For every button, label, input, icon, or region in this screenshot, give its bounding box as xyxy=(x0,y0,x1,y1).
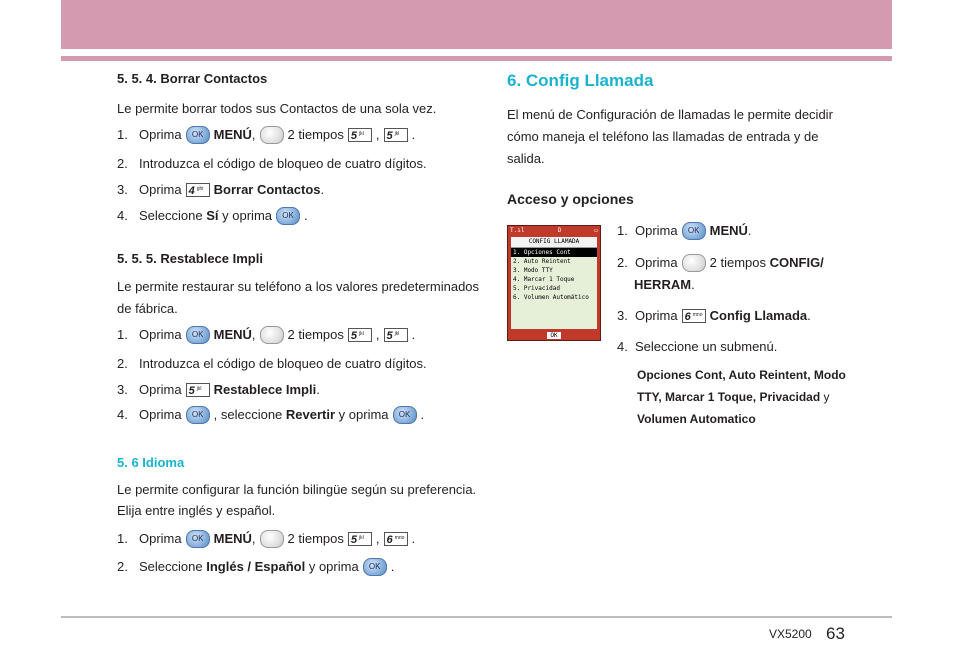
step-3 xyxy=(117,381,320,399)
section-title: 5. 5. 4. Borrar Contactos xyxy=(117,71,268,86)
step-bold: Borrar Contactos xyxy=(213,182,321,197)
subsection-title: Acceso y opciones xyxy=(507,191,634,207)
step-1 xyxy=(117,530,415,548)
key-5-icon: 5 jkl xyxy=(384,328,408,342)
step-text: y oprima xyxy=(222,208,273,223)
step-text: Oprima xyxy=(139,382,182,397)
step-2 xyxy=(117,355,427,373)
step-sep: , xyxy=(375,127,380,142)
section-title: 6. Config Llamada xyxy=(507,71,654,90)
step-text: Seleccione xyxy=(139,559,203,574)
section-desc-line: Le permite configurar la función bilingüe según su preferencia. xyxy=(117,482,477,497)
footer-rule xyxy=(61,616,892,618)
key-5-icon: 5 jkl xyxy=(384,128,408,142)
section-desc-line: salida. xyxy=(507,151,545,166)
step-bold: Revertir xyxy=(285,407,336,422)
phone-display xyxy=(511,237,597,329)
step-2 xyxy=(117,558,394,576)
step-sep: , xyxy=(251,327,256,342)
phone-menu-item: 2. Auto Reintent xyxy=(513,258,571,265)
key-5-icon: 5 jkl xyxy=(348,328,372,342)
phone-status-bar: T.ıl D ▭ xyxy=(510,227,598,234)
step-4 xyxy=(117,406,424,424)
page-number: 63 xyxy=(826,624,845,643)
section-title: 5. 5. 5. Restablece Impli xyxy=(117,251,263,266)
step-number: 1. xyxy=(617,223,628,238)
step-sep: , xyxy=(375,531,380,546)
step-number: 1. xyxy=(117,327,128,342)
step-bold: Inglés / Español xyxy=(206,559,306,574)
step-bold: Restablece Impli xyxy=(213,382,317,397)
phone-menu-title: CONFIG LLAMADA xyxy=(511,237,597,248)
step-2-continued xyxy=(634,276,695,294)
step-number: 4. xyxy=(117,407,128,422)
step-3 xyxy=(117,181,324,199)
ok-key-icon: OK xyxy=(186,530,210,548)
ok-key-icon: OK xyxy=(186,326,210,344)
section-desc-line: de fábrica. xyxy=(117,301,178,316)
section-desc: Le permite borrar todos sus Contactos de una sola vez. xyxy=(117,101,437,116)
step-text: 2 tiempos xyxy=(709,255,766,270)
step-end: . xyxy=(420,407,425,422)
step-end: . xyxy=(304,208,308,223)
step-2 xyxy=(617,254,824,272)
step-end: . xyxy=(320,182,325,197)
header-rule xyxy=(61,56,892,61)
step-sep: , xyxy=(251,531,256,546)
step-text: Oprima xyxy=(635,223,678,238)
ok-key-icon: OK xyxy=(186,126,210,144)
step-text: Seleccione xyxy=(139,208,203,223)
step-bold: MENÚ xyxy=(213,327,252,342)
step-number: 1. xyxy=(117,127,128,142)
step-end: . xyxy=(411,127,416,142)
ok-key-icon: OK xyxy=(276,207,300,225)
nav-key-icon xyxy=(260,530,284,548)
phone-menu-item: 6. Volumen Automático xyxy=(513,294,589,301)
step-1 xyxy=(117,326,415,344)
step-number: 1. xyxy=(117,531,128,546)
key-4-icon: 4 ghi xyxy=(186,183,210,197)
step-3 xyxy=(617,307,811,325)
step-number: 4. xyxy=(617,339,628,354)
ok-key-icon: OK xyxy=(363,558,387,576)
step-bold: MENÚ xyxy=(709,223,748,238)
submenu-options-line: Opciones Cont, Auto Reintent, Modo xyxy=(637,368,846,382)
ok-key-icon: OK xyxy=(682,222,706,240)
step-bold: Sí xyxy=(206,208,219,223)
section-desc-line: Le permite restaurar su teléfono a los valores predeterminados xyxy=(117,279,480,294)
step-text: Oprima xyxy=(139,531,182,546)
step-text: Seleccione un submenú. xyxy=(635,339,778,354)
step-end: . xyxy=(807,308,811,323)
step-text: 2 tiempos xyxy=(287,531,344,546)
step-number: 4. xyxy=(117,208,128,223)
phone-softkey: OK xyxy=(508,332,600,339)
step-text: Oprima xyxy=(139,182,182,197)
step-1 xyxy=(617,222,752,240)
key-6-icon: 6 mno xyxy=(384,532,408,546)
step-end: . xyxy=(316,382,320,397)
step-text: Oprima xyxy=(635,308,678,323)
ok-key-icon: OK xyxy=(393,406,417,424)
nav-key-icon xyxy=(260,326,284,344)
footer-model: VX5200 xyxy=(769,627,812,641)
phone-screen-image xyxy=(507,225,601,341)
step-number: 2. xyxy=(117,156,128,171)
submenu-options xyxy=(637,364,846,430)
submenu-options-line: Volumen Automatico xyxy=(637,412,756,426)
step-4 xyxy=(617,338,777,356)
step-end: . xyxy=(390,559,395,574)
nav-key-icon xyxy=(260,126,284,144)
step-number: 3. xyxy=(117,182,128,197)
step-text: Introduzca el código de bloqueo de cuatro dígitos. xyxy=(139,156,427,171)
step-text: Oprima xyxy=(139,127,182,142)
step-bold: MENÚ xyxy=(213,531,252,546)
step-text: Oprima xyxy=(139,407,182,422)
step-sep: , xyxy=(251,127,256,142)
step-text: Oprima xyxy=(139,327,182,342)
step-number: 3. xyxy=(617,308,628,323)
step-number: 2. xyxy=(117,559,128,574)
phone-menu-item: 4. Marcar 1 Toque xyxy=(513,276,575,283)
phone-menu-item: 5. Privacidad xyxy=(513,285,560,292)
step-sep: , xyxy=(375,327,380,342)
key-5-icon: 5 jkl xyxy=(348,128,372,142)
step-text: Introduzca el código de bloqueo de cuatro dígitos. xyxy=(139,356,427,371)
step-text: Oprima xyxy=(635,255,678,270)
step-number: 3. xyxy=(117,382,128,397)
step-end: . xyxy=(411,531,416,546)
submenu-options-line: TTY, Marcar 1 Toque, Privacidad y xyxy=(637,390,830,404)
step-text: 2 tiempos xyxy=(287,127,344,142)
key-5-icon: 5 jkl xyxy=(348,532,372,546)
section-desc-line: Elija entre inglés y español. xyxy=(117,503,276,518)
step-bold: CONFIG/ xyxy=(769,255,824,270)
section-desc-line: cómo maneja el teléfono las llamadas de entrada y de xyxy=(507,129,819,144)
phone-menu-item: 1. Opciones Cont xyxy=(511,248,597,257)
step-number: 2. xyxy=(617,255,628,270)
step-text: 2 tiempos xyxy=(287,327,344,342)
step-bold: HERRAM xyxy=(634,277,692,292)
step-end: . xyxy=(411,327,416,342)
header-band xyxy=(61,0,892,49)
step-2 xyxy=(117,155,427,173)
phone-menu-item: 3. Modo TTY xyxy=(513,267,553,274)
key-6-icon: 6 mno xyxy=(682,309,706,323)
step-bold: Config Llamada xyxy=(709,308,808,323)
step-text: y oprima xyxy=(308,559,359,574)
key-5-icon: 5 jkl xyxy=(186,383,210,397)
step-end: . xyxy=(691,277,695,292)
step-end: . xyxy=(747,223,752,238)
step-number: 2. xyxy=(117,356,128,371)
nav-key-icon xyxy=(682,254,706,272)
step-bold: MENÚ xyxy=(213,127,252,142)
section-title: 5. 6 Idioma xyxy=(117,455,185,470)
step-text: y oprima xyxy=(338,407,389,422)
step-4 xyxy=(117,207,308,225)
step-1 xyxy=(117,126,415,144)
step-text: , seleccione xyxy=(213,407,283,422)
ok-key-icon: OK xyxy=(186,406,210,424)
section-desc-line: El menú de Configuración de llamadas le permite decidir xyxy=(507,107,833,122)
